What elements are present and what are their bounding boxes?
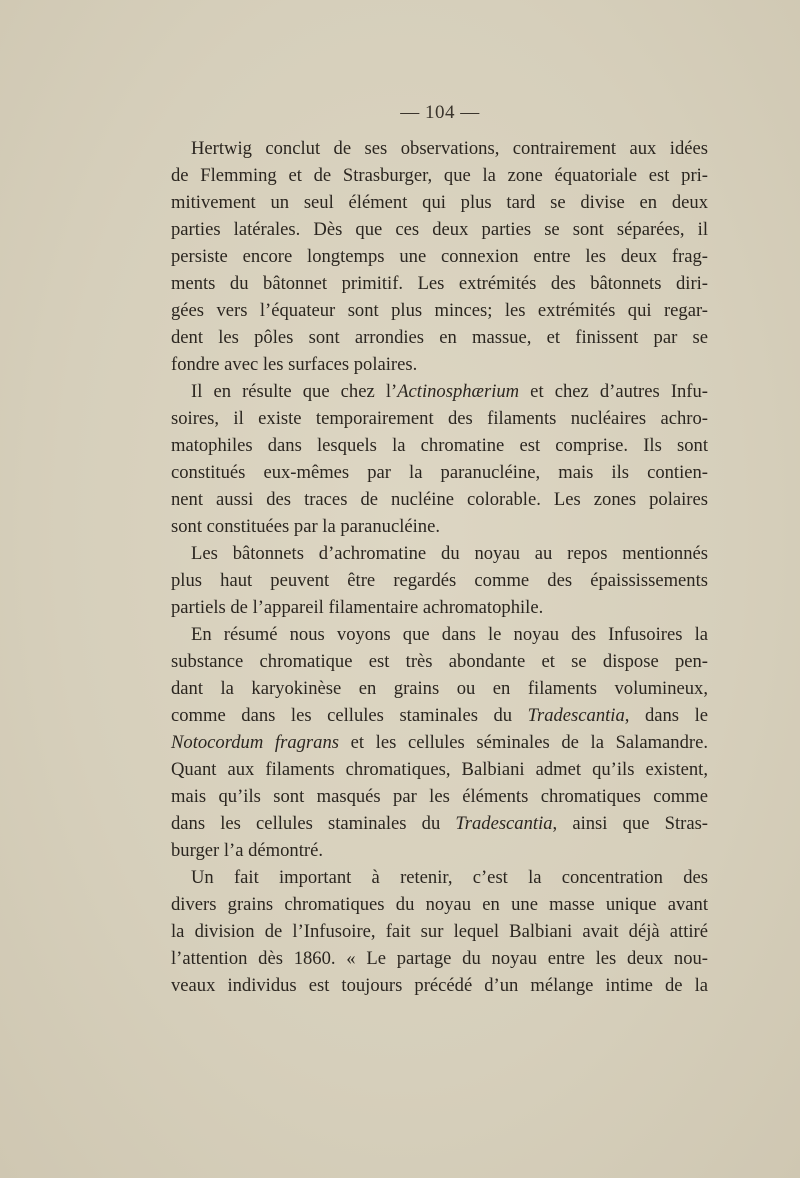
text-line (171, 324, 708, 351)
text-segment: Il en résulte que chez l’ (191, 381, 398, 402)
text-segment: sont constituées par la paranucléine. (171, 516, 440, 537)
text-line (171, 297, 708, 324)
text-line (171, 729, 708, 756)
text-line (171, 783, 708, 810)
text-segment: nent aussi des traces de nucléine colorable. Les zones polaires (171, 489, 708, 510)
italic-term: Notocordum fragrans (171, 732, 339, 753)
text-segment: dant la karyokinèse en grains ou en filaments volumineux, (171, 678, 708, 699)
body-text (171, 135, 708, 999)
text-segment: mais qu’ils sont masqués par les éléments chromatiques comme (171, 786, 708, 807)
text-segment: En résumé nous voyons que dans le noyau des Infusoires la (191, 624, 708, 645)
text-line (171, 972, 708, 999)
text-segment: Hertwig conclut de ses observations, contrairement aux idées (191, 138, 708, 159)
text-line (171, 216, 708, 243)
text-segment: constitués eux-mêmes par la paranucléine, mais ils contien- (171, 462, 708, 483)
text-segment: substance chromatique est très abondante et se dispose pen- (171, 651, 708, 672)
text-segment: dent les pôles sont arrondies en massue, et finissent par se (171, 327, 708, 348)
text-line (171, 405, 708, 432)
text-line (171, 567, 708, 594)
page-number: — 104 — (400, 102, 480, 123)
text-segment: divers grains chromatiques du noyau en une masse unique avant (171, 894, 708, 915)
text-line (171, 810, 708, 837)
text-line (171, 594, 708, 621)
text-segment: et les cellules séminales de la Salamandre. (338, 732, 708, 753)
text-segment: et chez d’autres Infu- (519, 381, 708, 402)
text-segment: matophiles dans lesquels la chromatine est comprise. Ils sont (171, 435, 708, 456)
text-line (171, 351, 708, 378)
text-line (171, 432, 708, 459)
italic-term: Tradescantia (455, 813, 553, 834)
text-segment: Les bâtonnets d’achromatine du noyau au repos mentionnés (191, 543, 708, 564)
text-line (171, 540, 708, 567)
text-line (171, 513, 708, 540)
text-line (171, 162, 708, 189)
text-line (171, 702, 708, 729)
text-segment: Un fait important à retenir, c’est la concentration des (191, 867, 708, 888)
italic-term: Actinosphærium (397, 381, 520, 402)
text-line (171, 135, 708, 162)
text-segment: veaux individus est toujours précédé d’un mélange intime de la (171, 975, 708, 996)
text-segment: mitivement un seul élément qui plus tard se divise en deux (171, 192, 708, 213)
text-segment: parties latérales. Dès que ces deux parties se sont séparées, il (171, 219, 708, 240)
text-line (171, 648, 708, 675)
text-line (171, 675, 708, 702)
text-line (171, 918, 708, 945)
italic-term: Tradescantia (527, 705, 625, 726)
text-segment: comme dans les cellules staminales du (171, 705, 528, 726)
text-segment: soires, il existe temporairement des filaments nucléaires achro- (171, 408, 708, 429)
text-segment: , ainsi que Stras- (552, 813, 709, 834)
text-line (171, 864, 708, 891)
text-segment: , dans le (624, 705, 708, 726)
text-segment: la division de l’Infusoire, fait sur lequel Balbiani avait déjà attiré (171, 921, 708, 942)
text-segment: persiste encore longtemps une connexion entre les deux frag- (171, 246, 708, 267)
text-segment: partiels de l’appareil filamentaire achromatophile. (171, 597, 544, 618)
text-line (171, 621, 708, 648)
text-line (171, 486, 708, 513)
text-line (171, 891, 708, 918)
text-segment: burger l’a démontré. (171, 840, 323, 861)
text-line (171, 756, 708, 783)
text-segment: ments du bâtonnet primitif. Les extrémités des bâtonnets diri- (171, 273, 708, 294)
text-line (171, 837, 708, 864)
text-segment: l’attention dès 1860. « Le partage du noyau entre les deux nou- (171, 948, 708, 969)
text-line (171, 243, 708, 270)
text-segment: de Flemming et de Strasburger, que la zone équatoriale est pri- (171, 165, 708, 186)
text-line (171, 189, 708, 216)
text-segment: gées vers l’équateur sont plus minces; les extrémités qui regar- (171, 300, 708, 321)
text-segment: Quant aux filaments chromatiques, Balbiani admet qu’ils existent, (171, 759, 708, 780)
text-line (171, 270, 708, 297)
text-line (171, 378, 708, 405)
text-line (171, 459, 708, 486)
text-segment: plus haut peuvent être regardés comme des épaississements (171, 570, 708, 591)
text-line (171, 945, 708, 972)
text-segment: dans les cellules staminales du (171, 813, 456, 834)
text-segment: fondre avec les surfaces polaires. (171, 354, 418, 375)
